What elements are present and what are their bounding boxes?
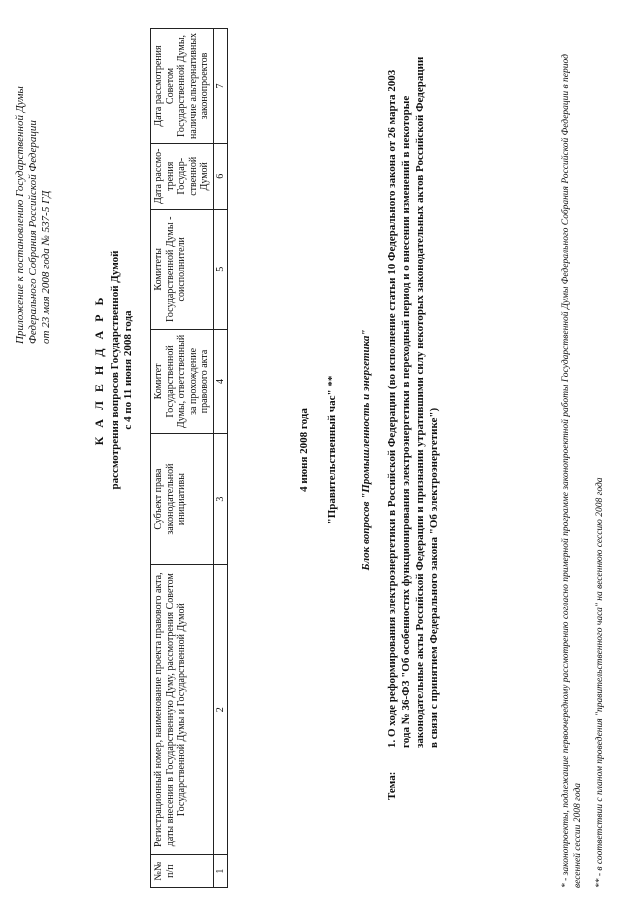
header-council-date: Дата рассмотрения Советом Государственной Думы, наличие альтернативных законопроектов (151, 29, 214, 144)
footnote-2: ** - в соответствии с планом проведения "правительственного часа" на весеннюю сессию 2008 года (595, 477, 605, 888)
header-subject: Субъект права законодательной инициативы (151, 433, 214, 564)
header-registration: Регистрационный номер, наименование проекта правового акта, даты внесения в Государственную Думу, рассмотрения Советом Государственной Думы и Государственной Думой (151, 565, 214, 855)
appendix-line-1: Приложение к постановлению Государственной Думы (14, 86, 26, 344)
footnotes (560, 28, 606, 888)
question-block-heading: Блок вопросов "Промышленность и энергетика" (360, 329, 372, 571)
header-duma-date: Дата рассмо-трения Государ-ственной Думой (151, 143, 214, 209)
table-number-row (213, 29, 228, 888)
header-committee: Комитет Государственной Думы, ответственный за прохождение правового акта (151, 329, 214, 433)
title-block (92, 140, 135, 600)
topic-text: 1. О ходе реформирования электроэнергетики в Российской Федерации (во исполнение статьи 10 Федерального закона от 26 марта 2003 года № 36-ФЗ "Об особенностях функционирования электроэнергетики в переходный период и о внесении изменений в некоторые законодательные акты Российской Федерации и признании утратившими силу некоторых законодательных актов Российской Федерации в связи с принятием Федерального закона "Об электроэнергетике") (386, 56, 440, 748)
session-date: 4 июня 2008 года (298, 408, 310, 492)
document-subtitle-1: рассмотрения вопросов Государственной Думой (109, 250, 121, 490)
document-title: К А Л Е Н Д А Р Ь (92, 294, 106, 446)
column-number: 2 (213, 565, 228, 855)
column-number: 7 (213, 29, 228, 144)
header-number: №№ п/п (151, 855, 214, 888)
column-number: 1 (213, 855, 228, 888)
table-header-row (151, 29, 214, 888)
calendar-table (150, 28, 228, 888)
appendix-note (14, 14, 53, 344)
appendix-line-3: от 23 мая 2008 года № 537-5 ГД (40, 190, 52, 344)
appendix-line-2: Федерального Собрания Российской Федерации (27, 120, 39, 344)
column-number: 5 (213, 209, 228, 329)
header-co-committees: Комитеты Государственной Думы - соисполнители (151, 209, 214, 329)
topic-label: Тема: (386, 771, 398, 800)
column-number: 6 (213, 143, 228, 209)
government-hour-heading: "Правительственный час" ** (326, 375, 338, 525)
footnote-1: * - законопроекты, подлежащие первоочередному рассмотрению согласно примерной программе законопроектной работы Государственной Думы Федерального Собрания Российской Федерации в период весенней сессии 2008 года (561, 54, 583, 888)
column-number: 4 (213, 329, 228, 433)
column-number: 3 (213, 433, 228, 564)
document-subtitle-2: с 4 по 11 июня 2008 года (122, 310, 134, 430)
